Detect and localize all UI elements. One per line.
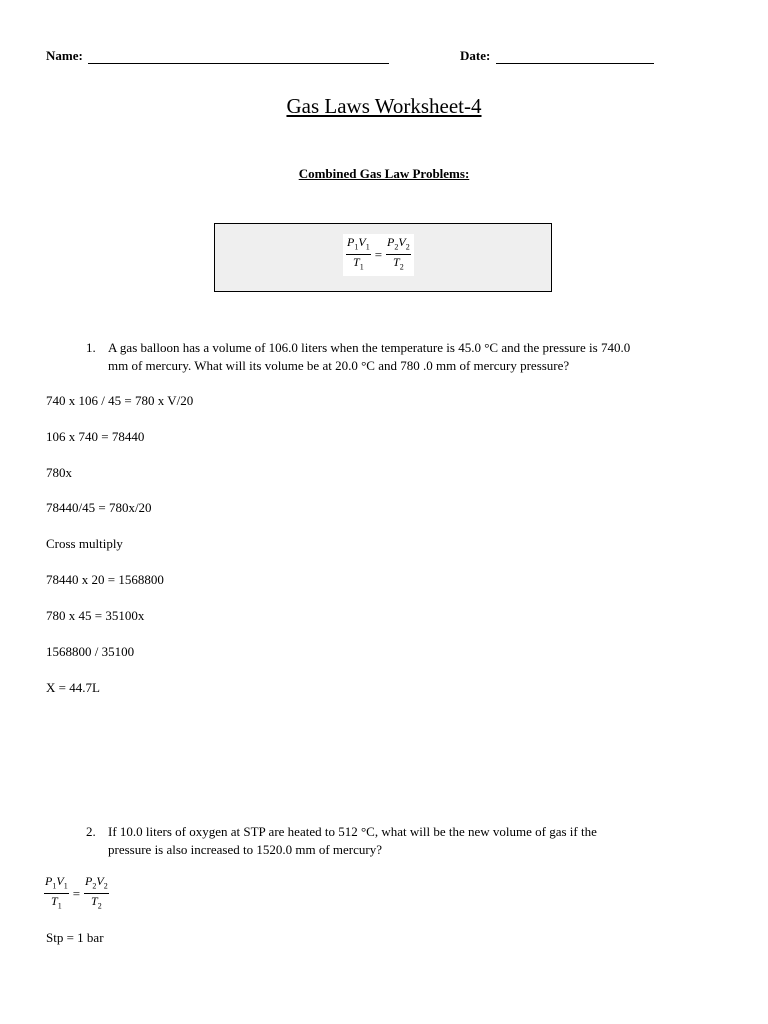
formula-equals: = <box>72 885 81 901</box>
question-1-number: 1. <box>86 340 96 355</box>
formula-box <box>214 223 552 292</box>
formula-equals: = <box>374 246 383 262</box>
formula-right-fraction: $\frac{P_2V_2}{T_2}$ <box>85 874 108 911</box>
work-line: 780 x 45 = 35100x <box>46 608 145 623</box>
worksheet-title: Gas Laws Worksheet-4 <box>286 94 482 118</box>
question-1-text: A gas balloon has a volume of 106.0 liters when the temperature is 45.0 °C and the pressure is 740.0 mm of mercury. What will its volume be at 20.0 °C and 780 .0 mm of mercury pressure? <box>108 340 631 373</box>
combined-gas-law-formula-2 <box>44 874 109 914</box>
work-line: Stp = 1 bar <box>46 930 104 945</box>
work-line: X = 44.7L <box>46 680 100 695</box>
date-blank-line <box>496 63 654 64</box>
work-line: Cross multiply <box>46 536 123 551</box>
question-2-text: If 10.0 liters of oxygen at STP are heated to 512 °C, what will be the new volume of gas if the pressure is also increased to 1520.0 mm of mercury? <box>108 824 597 857</box>
formula-left-fraction: $\frac{P_1V_1}{T_1}$ <box>45 874 68 911</box>
work-line: 780x <box>46 465 72 480</box>
combined-gas-law-formula <box>343 234 414 276</box>
date-label: Date: <box>460 48 491 63</box>
work-line: 1568800 / 35100 <box>46 644 135 659</box>
work-line: 740 x 106 / 45 = 780 x V/20 <box>46 393 194 408</box>
question-2-number: 2. <box>86 824 96 839</box>
work-line: 106 x 740 = 78440 <box>46 429 145 444</box>
work-line: 78440/45 = 780x/20 <box>46 500 152 515</box>
name-blank-line <box>88 63 389 64</box>
formula-left-fraction: $\frac{P_1V_1}{T_1}$ <box>347 235 370 272</box>
work-line: 78440 x 20 = 1568800 <box>46 572 164 587</box>
name-label: Name: <box>46 48 83 63</box>
formula-right-fraction: $\frac{P_2V_2}{T_2}$ <box>387 235 410 272</box>
section-subtitle: Combined Gas Law Problems: <box>298 166 470 181</box>
